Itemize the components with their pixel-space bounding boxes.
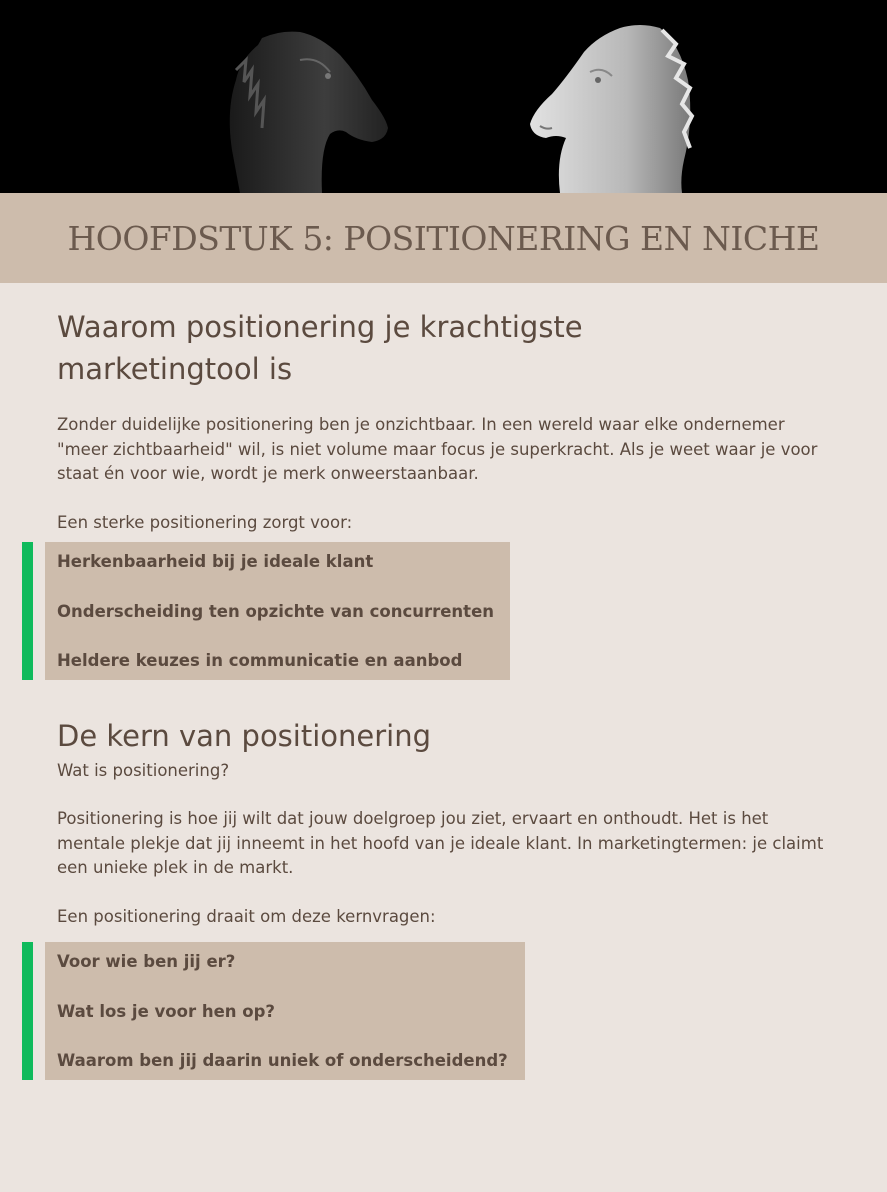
callout-box: [22, 542, 510, 680]
section-heading: De kern van positionering: [57, 719, 432, 753]
callout-box: [22, 942, 525, 1080]
subheading: Wat is positionering?: [57, 761, 230, 780]
chapter-title: HOOFDSTUK 5: POSITIONERING EN NICHE: [67, 218, 820, 258]
list-lead: Een positionering draait om deze kernvragen:: [57, 907, 436, 926]
chess-knights-illustration: [0, 0, 887, 193]
list-item: Wat los je voor hen op?: [57, 1001, 275, 1021]
list-item: Herkenbaarheid bij je ideale klant: [57, 552, 374, 571]
body-paragraph: Positionering is hoe jij wilt dat jouw doelgroep jou ziet, ervaart en onthoudt. Het is het mentale plekje dat jij inneemt in het hoofd van je ideale klant. In marketingtermen: je claimt een unieke plek in de markt.: [57, 809, 824, 877]
intro-paragraph: Zonder duidelijke positionering ben je onzichtbaar. In een wereld waar elke ondernemer "meer zichtbaarheid" wil, is niet volume maar focus je superkracht. Als je weet waar je voor staat én voor wie, wordt je merk onweerstaanbaar.: [57, 415, 818, 483]
hero-image: [0, 0, 887, 193]
chapter-band: [0, 193, 887, 283]
section-heading: Waarom positionering je krachtigste marketingtool is: [57, 310, 583, 386]
list-item: Voor wie ben jij er?: [57, 952, 236, 971]
list-lead: Een sterke positionering zorgt voor:: [57, 513, 353, 532]
list-item: Waarom ben jij daarin uniek of onderscheidend?: [57, 1051, 508, 1070]
list-item: Onderscheiding ten opzichte van concurrenten: [57, 601, 495, 621]
list-item: Heldere keuzes in communicatie en aanbod: [57, 651, 463, 670]
